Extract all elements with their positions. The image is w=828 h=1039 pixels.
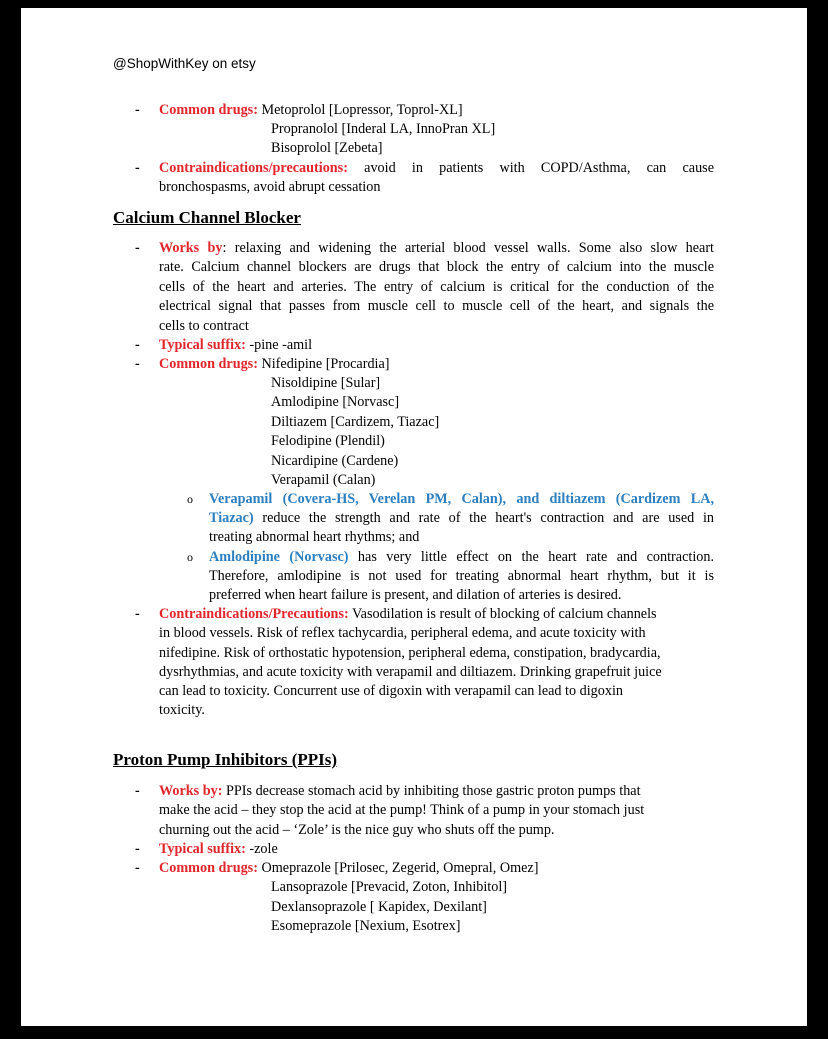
text-line: churning out the acid – ‘Zole’ is the nice guy who shuts off the pump. (159, 822, 555, 838)
sub-bullet-amlodipine: Amlodipine (Norvasc) has very little effect on the heart rate and contraction. (209, 549, 714, 565)
text-line: rate. Calcium channel blockers are drugs that block the entry of calcium into the muscle (159, 259, 714, 275)
label-works-by: Works by: (159, 783, 223, 799)
bullet-dash: - (135, 337, 140, 353)
label-common-drugs: Common drugs: (159, 356, 258, 372)
text-line: dysrhythmias, and acute toxicity with verapamil and diltiazem. Drinking grapefruit juice (159, 664, 662, 680)
text-line: electrical signal that passes from muscle cell to muscle cell of the heart, and signals the (159, 298, 714, 314)
drug-item: Omeprazole [Prilosec, Zegerid, Omepral, Omez] (261, 860, 539, 876)
bullet-contraindications: Contraindications/Precautions: Vasodilation is result of blocking of calcium channels (159, 606, 657, 622)
bullet-suffix: Typical suffix: -zole (159, 841, 278, 857)
bullet-common-drugs (159, 859, 538, 878)
drug-item: Diltiazem [Cardizem, Tiazac] (271, 414, 440, 430)
bullet-dash: - (135, 160, 140, 176)
label-contraindications: Contraindications/precautions: (159, 160, 348, 176)
drug-item: Dexlansoprazole [ Kapidex, Dexilant] (271, 899, 487, 915)
text-line: toxicity. (159, 702, 205, 718)
drug-item: Lansoprazole [Prevacid, Zoton, Inhibitol] (271, 879, 507, 895)
drug-item: Metoprolol [Lopressor, Toprol-XL] (261, 102, 463, 118)
drug-item: Nifedipine [Procardia] (261, 356, 390, 372)
drug-item: Verapamil (Calan) (271, 472, 376, 488)
document-page (21, 8, 807, 1026)
text-line: Tiazac) reduce the strength and rate of the heart's contraction and are used in (209, 510, 714, 526)
sub-bullet-verapamil: Verapamil (Covera-HS, Verelan PM, Calan), and diltiazem (Cardizem LA, (209, 491, 714, 507)
section-title-ccb: Calcium Channel Blocker (113, 208, 301, 227)
text-line: cells of the heart and arteries. The entry of calcium is critical for the conduction of the (159, 279, 714, 295)
text-line: can lead to toxicity. Concurrent use of digoxin with verapamil can lead to digoxin (159, 683, 623, 699)
text-line: treating abnormal heart rhythms; and (209, 529, 420, 545)
drug-item: Nicardipine (Cardene) (271, 453, 399, 469)
bullet-dash: - (135, 841, 140, 857)
bullet-dash: - (135, 356, 140, 372)
drug-item: Propranolol [Inderal LA, InnoPran XL] (271, 121, 496, 137)
label-typical-suffix: Typical suffix: (159, 841, 246, 857)
bullet-works-by: Works by: relaxing and widening the arterial blood vessel walls. Some also slow heart (159, 240, 714, 256)
drug-item: Bisoprolol [Zebeta] (271, 140, 383, 156)
drug-item: Amlodipine [Norvasc] (271, 394, 400, 410)
bullet-dash: - (135, 102, 140, 118)
label-works-by: Works by (159, 240, 223, 256)
bullet-contraindications: Contraindications/precautions: avoid in patients with COPD/Asthma, can cause (159, 160, 714, 176)
label-common-drugs: Common drugs: (159, 102, 258, 118)
bullet-works-by: Works by: PPIs decrease stomach acid by inhibiting those gastric proton pumps that (159, 783, 641, 799)
sub-bullet-circle: o (187, 550, 193, 564)
page-header: @ShopWithKey on etsy (113, 56, 256, 71)
drug-item: Nisoldipine [Sular] (271, 375, 381, 391)
text-line: preferred when heart failure is present, and dilation of arteries is desired. (209, 587, 622, 603)
bullet-dash: - (135, 240, 140, 256)
bullet-dash: - (135, 606, 140, 622)
sub-bullet-circle: o (187, 492, 193, 506)
label-common-drugs: Common drugs: (159, 860, 258, 876)
text-line: Therefore, amlodipine is not used for treating abnormal heart rhythm, but it is (209, 568, 714, 584)
bullet-common-drugs (159, 101, 463, 120)
bullet-suffix: Typical suffix: -pine -amil (159, 337, 313, 353)
text-line: nifedipine. Risk of orthostatic hypotension, peripheral edema, constipation, bradycardia, (159, 645, 661, 661)
bullet-dash: - (135, 783, 140, 799)
label-contraindications: Contraindications/Precautions: (159, 606, 349, 622)
text-line: in blood vessels. Risk of reflex tachycardia, peripheral edema, and acute toxicity with (159, 625, 646, 641)
label-typical-suffix: Typical suffix: (159, 337, 246, 353)
bullet-common-drugs (159, 355, 390, 374)
section-title-ppi: Proton Pump Inhibitors (PPIs) (113, 750, 338, 769)
drug-item: Felodipine (Plendil) (271, 433, 385, 449)
bullet-dash: - (135, 860, 140, 876)
drug-item: Esomeprazole [Nexium, Esotrex] (271, 918, 461, 934)
text-line: bronchospasms, avoid abrupt cessation (159, 179, 381, 195)
text-line: cells to contract (159, 318, 249, 334)
text-line: make the acid – they stop the acid at the pump! Think of a pump in your stomach just (159, 802, 645, 818)
